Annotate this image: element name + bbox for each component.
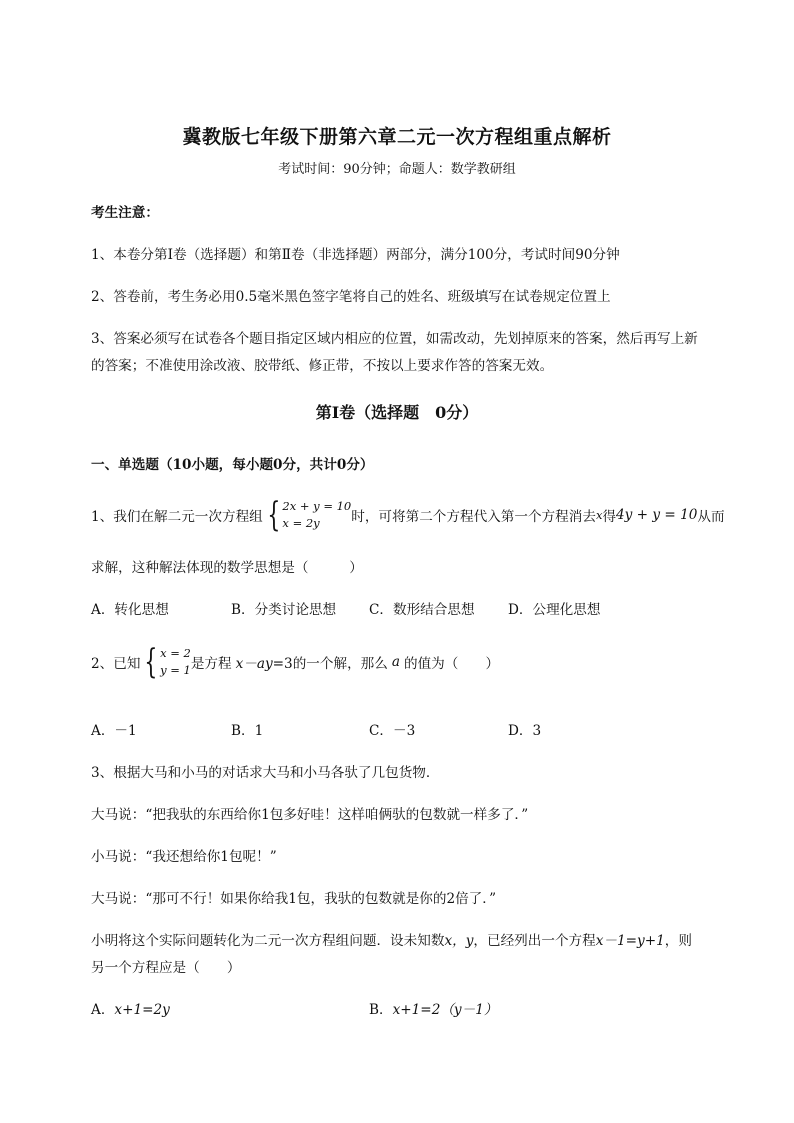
question-1-line1 [91, 495, 725, 538]
left-brace-icon: { [267, 495, 281, 535]
q1-option-a[interactable]: A．转化思想 [91, 602, 169, 618]
q3-option-b-label: B． [369, 1002, 393, 1018]
q1-option-d[interactable]: D．公理化思想 [508, 602, 601, 618]
q2-option-a[interactable]: A．－1 [91, 723, 137, 739]
q3-dialog-big-horse-1: 大马说：“把我驮的东西给你1包多好哇！这样咱俩驮的包数就一样多了．” [91, 807, 529, 823]
q2-prefix: 2、已知 [91, 656, 141, 672]
notice-item-1: 1、本卷分第I卷（选择题）和第Ⅱ卷（非选择题）两部分，满分100分，考试时间90分钟 [91, 247, 620, 263]
q1-equation-1: 2x + y = 10 [282, 499, 352, 513]
q2-equation: x－ay [235, 656, 273, 672]
q2-equation-rest: =3的一个解，那么 [272, 656, 388, 672]
left-brace-icon: { [144, 642, 158, 682]
q2-equation-system [160, 645, 191, 679]
notice-heading: 考生注意： [91, 205, 159, 221]
q2-option-c[interactable]: C．－3 [369, 723, 416, 739]
question-3-line1 [91, 929, 692, 949]
q2-equation-2: y = 1 [160, 663, 191, 677]
question-3-stem: 3、根据大马和小马的对话求大马和小马各驮了几包货物． [91, 765, 440, 781]
q3-given-equation: x－1=y+1 [595, 933, 665, 949]
q2-equation-1: x = 2 [160, 646, 191, 660]
q1-option-c[interactable]: C．数形结合思想 [369, 602, 475, 618]
q1-suffix: 从而 [697, 509, 725, 525]
question-2 [91, 642, 500, 685]
q3-option-b-equation: x+1=2（y－1） [392, 1002, 498, 1018]
q3-line1-text-b: ，已经列出一个方程 [473, 933, 596, 949]
exam-info: 考试时间：90分钟；命题人：数学教研组 [278, 162, 516, 177]
page-title: 冀教版七年级下册第六章二元一次方程组重点解析 [182, 126, 612, 148]
q3-dialog-small-horse: 小马说：“我还想给你1包呢！” [91, 849, 277, 865]
q2-variable: a [391, 654, 400, 670]
q3-dialog-big-horse-2: 大马说：“那可不行！如果你给我1包，我驮的包数就是你的2倍了．” [91, 891, 497, 907]
q2-option-b[interactable]: B．1 [231, 723, 264, 739]
q1-variable: x [595, 508, 603, 522]
q2-option-d[interactable]: D．3 [508, 723, 542, 739]
q3-option-a-label: A． [91, 1002, 115, 1018]
q3-variables: x，y [444, 933, 474, 949]
section-title: 第I卷（选择题 0分） [315, 403, 479, 422]
q2-mid-text: 是方程 [190, 656, 232, 672]
q3-option-a-equation: x+1=2y [114, 1002, 170, 1018]
q1-result-equation: 4y + y = 10 [616, 507, 698, 523]
notice-item-3-line2: 的答案；不准使用涂改液、胶带纸、修正带，不按以上要求作答的答案无效。 [91, 358, 554, 374]
q1-get-text: 得 [602, 509, 617, 525]
q1-mid-text: 时，可将第二个方程代入第一个方程消去 [351, 509, 596, 525]
question-1-line2: 求解，这种解法体现的数学思想是（ ） [91, 560, 363, 576]
part-heading: 一、单选题（10小题，每小题0分，共计0分） [91, 457, 374, 473]
q2-suffix: 的值为（ ） [403, 656, 500, 672]
q3-option-b[interactable] [369, 998, 497, 1018]
q1-equation-system [282, 498, 351, 532]
notice-item-3-line1: 3、答案必须写在试卷各个题目指定区域内相应的位置，如需改动，先划掉原来的答案，然后再写上新 [91, 331, 698, 347]
question-3-line2: 另一个方程应是（ ） [91, 960, 241, 976]
notice-item-2: 2、答卷前，考生务必用0.5毫米黑色签字笔将自己的姓名、班级填写在试卷规定位置上 [91, 289, 611, 305]
q3-option-a[interactable] [91, 998, 170, 1018]
q1-option-b[interactable]: B．分类讨论思想 [231, 602, 337, 618]
q3-line1-text-c: ，则 [664, 933, 692, 949]
q3-line1-text-a: 小明将这个实际问题转化为二元一次方程组问题．设未知数 [91, 933, 445, 949]
q1-prefix: 1、我们在解二元一次方程组 [91, 509, 263, 525]
q1-equation-2: x = 2y [282, 516, 320, 530]
